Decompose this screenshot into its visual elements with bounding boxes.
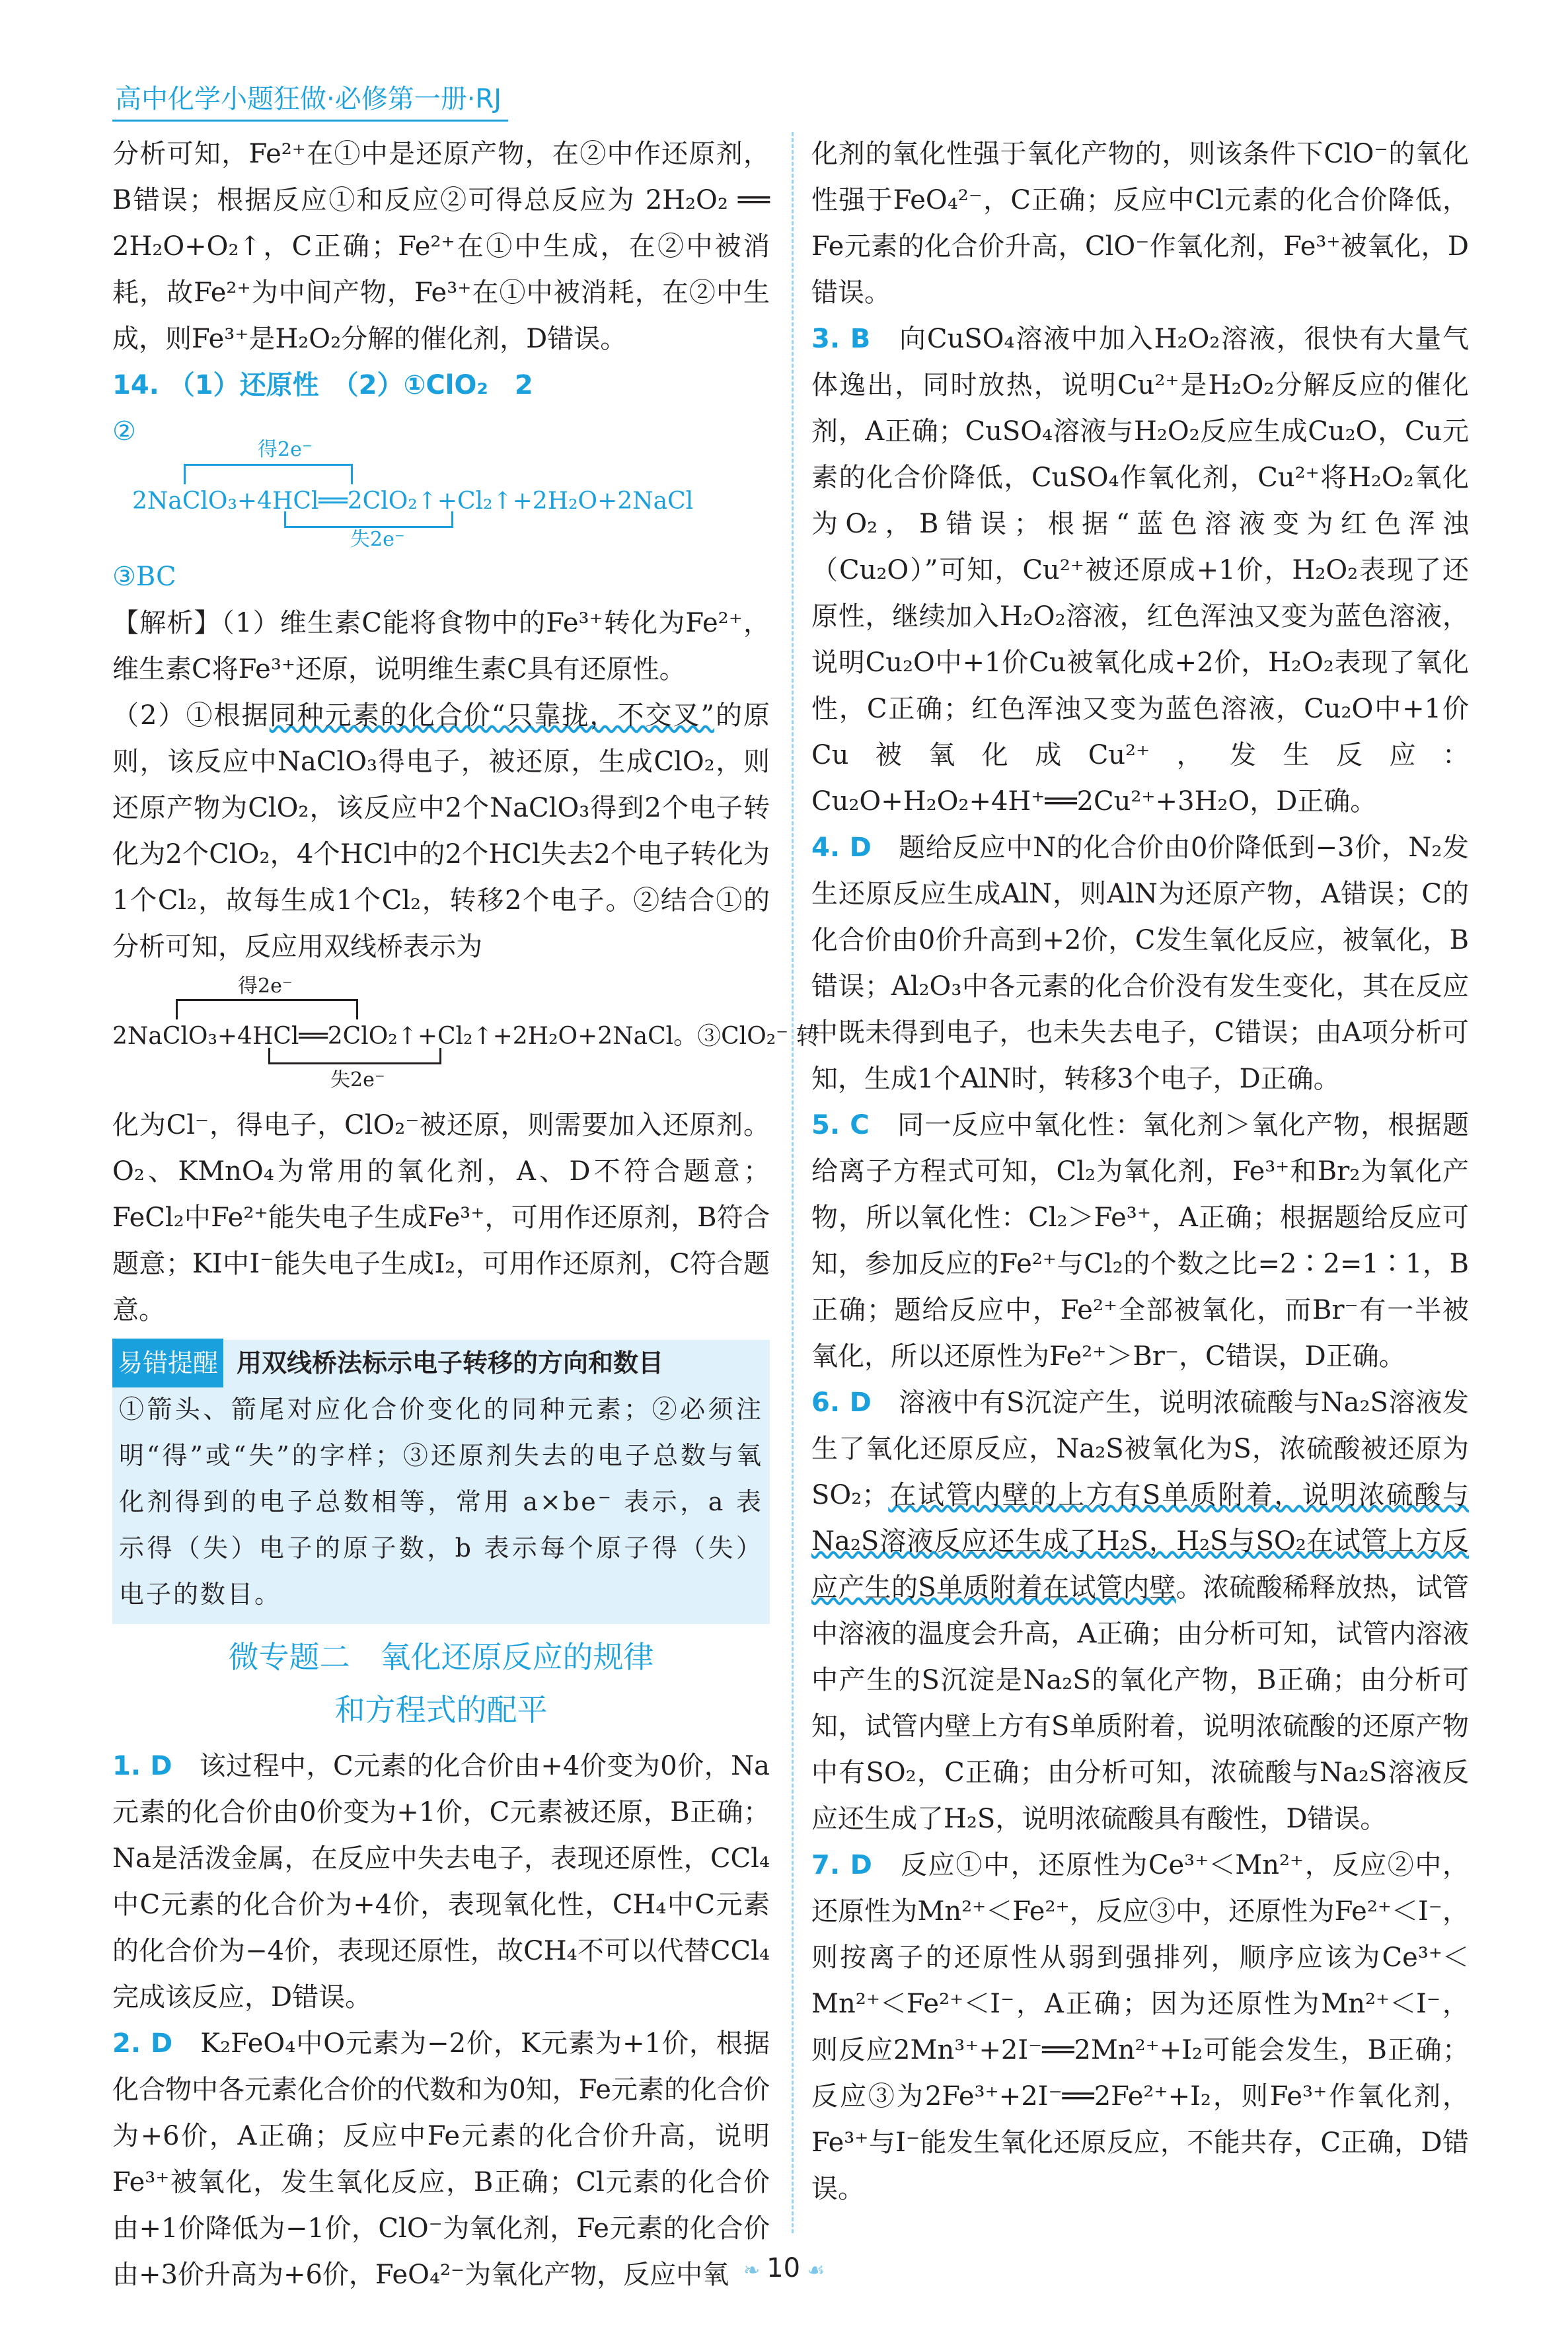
ornament-icon: ❧ bbox=[743, 2259, 761, 2282]
answer-text: 该过程中，C元素的化合价由+4价变为0价，Na元素的化合价由0价变为+1价，C元素被还原，B正确；Na是活泼金属，在反应中失去电子，表现还原性，CCl₄中C元素的化合价为+4价，表现氧化性，CH₄中C元素的化合价为−4价，表现还原性，故CH₄不可以代替CCl₄完成该反应，D错误。 bbox=[112, 1751, 770, 2012]
lose-bracket bbox=[268, 1048, 441, 1064]
emphasis: 在试管内壁的上方有S单质附着，说明浓硫酸与Na₂S溶液反应还生成了H₂S，H₂S与SO₂在试管上方反应产生的S单质附着在试管内壁 bbox=[811, 1480, 1469, 1603]
answer-number: 1. D bbox=[112, 1751, 172, 1781]
answer-5 bbox=[811, 1102, 1469, 1380]
paragraph bbox=[112, 692, 770, 970]
tip-box bbox=[112, 1340, 770, 1624]
paragraph: 分析可知，Fe²⁺在①中是还原产物，在②中作还原剂，B错误；根据反应①和反应②可得总反应为 2H₂O₂ ══ 2H₂O+O₂↑，C正确；Fe²⁺在①中生成，在②中被消耗，故Fe²⁺为中间产物，Fe³⁺在①中被消耗，在②中生成，则Fe³⁺是H₂O₂分解的催化剂，D错误。 bbox=[112, 139, 770, 354]
emphasis: 同种元素的化合价“只靠拢，不交叉” bbox=[269, 700, 714, 731]
lose-label: 失2e⁻ bbox=[330, 1068, 385, 1091]
tip-tag: 易错提醒 bbox=[112, 1339, 223, 1387]
answer-7 bbox=[811, 1842, 1469, 2212]
answer-number: 6. D bbox=[811, 1387, 872, 1418]
tip-title: 用双线桥法标示电子转移的方向和数目 bbox=[237, 1348, 664, 1378]
answer-text: 题给反应中N的化合价由0价降低到−3价，N₂发生还原反应生成AlN，则AlN为还原产物，A错误；C的化合价由0价升高到+2价，C发生氧化反应，被氧化，B错误；Al₂O₃中各元素的化合价没有发生变化，其在反应中既未得到电子，也未失去电子，C错误；由A项分析可知，生成1个AlN时，转移3个电子，D正确。 bbox=[811, 832, 1470, 1094]
right-column bbox=[811, 131, 1469, 2212]
text: （2）①根据 bbox=[112, 700, 270, 731]
section-title-line: 和方程式的配平 bbox=[334, 1692, 548, 1728]
tip-body: ①箭头、箭尾对应化合价变化的同种元素；②必须注明“得”或“失”的字样；③还原剂失去的电子总数与氧化剂得到的电子总数相等，常用 a×be⁻ 表示，a 表示得（失）电子的原子数，b 表示每个原子得（失）电子的数目。 bbox=[119, 1395, 763, 1609]
ornament-icon: ☙ bbox=[807, 2259, 825, 2282]
page-footer bbox=[0, 2253, 1568, 2283]
answer-14-part3: ③BC bbox=[112, 562, 176, 592]
lose-label: 失2e⁻ bbox=[350, 528, 405, 551]
answer-text: 向CuSO₄溶液中加入H₂O₂溶液，很快有大量气体逸出，同时放热，说明Cu²⁺是H₂O₂分解反应的催化剂，A正确；CuSO₄溶液与H₂O₂反应生成Cu₂O，Cu元素的化合价降低，CuSO₄作氧化剂，Cu²⁺将H₂O₂氧化为O₂，B错误；根据“蓝色溶液变为红色浑浊（Cu₂O）”可知，Cu²⁺被还原成+1价，H₂O₂表现了还原性，继续加入H₂O₂溶液，红色浑浊又变为蓝色溶液，说明Cu₂O中+1价Cu被氧化成+2价，H₂O₂表现了氧化性，C正确；红色浑浊又变为蓝色溶液，Cu₂O中+1价Cu被氧化成Cu²⁺，发生反应：Cu₂O+H₂O₂+4H⁺══2Cu²⁺+3H₂O，D正确。 bbox=[811, 324, 1470, 817]
answer-text: 反应①中，还原性为Ce³⁺＜Mn²⁺，反应②中，还原性为Mn²⁺＜Fe²⁺，反应③中，还原性为Fe²⁺＜I⁻，则按离子的还原性从弱到强排列，顺序应该为Ce³⁺＜Mn²⁺＜Fe²⁺＜I⁻，A正确；因为还原性为Mn²⁺＜I⁻，则反应2Mn³⁺+2I⁻══2Mn²⁺+I₂可能会发生，B正确；反应③为2Fe³⁺+2I⁻══2Fe²⁺+I₂，则Fe³⁺作氧化剂，Fe³⁺与I⁻能发生氧化还原反应，不能共存，C正确，D错误。 bbox=[811, 1850, 1470, 2204]
gain-label: 得2e⁻ bbox=[258, 438, 313, 461]
answer-number: 7. D bbox=[811, 1850, 872, 1880]
lose-bracket bbox=[284, 511, 453, 528]
answer-text: 溶液中有S沉淀产生，说明浓硫酸与Na₂S溶液发生了氧化还原反应，Na₂S被氧化为S，浓硫酸被还原为SO₂； bbox=[811, 1387, 1470, 1510]
running-header: 高中化学小题狂做·必修第一册·RJ bbox=[112, 78, 508, 122]
answer-text: 同一反应中氧化性：氧化剂＞氧化产物，根据题给离子方程式可知，Cl₂为氧化剂，Fe³⁺和Br₂为氧化产物，所以氧化性：Cl₂＞Fe³⁺，A正确；根据题给反应可知，参加反应的Fe²⁺与Cl₂的个数之比=2∶2=1∶1，B正确；题给反应中，Fe²⁺全部被氧化，而Br⁻有一半被氧化，所以还原性为Fe²⁺＞Br⁻，C错误，D正确。 bbox=[811, 1110, 1470, 1372]
answer-text: K₂FeO₄中O元素为−2价，K元素为+1价，根据化合物中各元素化合价的代数和为0知，Fe元素的化合价为+6价，A正确；反应中Fe元素的化合价升高，说明Fe³⁺被氧化，发生氧化反应，B正确；Cl元素的化合价由+1价降低为−1价，ClO⁻为氧化剂，Fe元素的化合价由+3价升高为+6价，FeO₄²⁻为氧化产物，反应中氧 bbox=[112, 2028, 770, 2290]
text: 的原则，该反应中NaClO₃得电子，被还原，生成ClO₂，则还原产物为ClO₂，该反应中2个NaClO₃得到2个电子转化为2个ClO₂，4个HCl中的2个HCl失去2个电子转化为1个Cl₂，故每生成1个Cl₂，转移2个电子。②结合①的分析可知，反应用双线桥表示为 bbox=[112, 700, 770, 962]
answer-number: 4. D bbox=[811, 832, 872, 863]
answer-number: 2. D bbox=[112, 2028, 173, 2059]
answer-3 bbox=[811, 316, 1469, 825]
answer-6 bbox=[811, 1380, 1469, 1842]
double-bridge-diagram bbox=[132, 438, 770, 554]
answer-14-part2: ② bbox=[112, 416, 136, 447]
section-title-line: 微专题二 氧化还原反应的规律 bbox=[228, 1639, 654, 1675]
column-divider bbox=[792, 132, 794, 2233]
paragraph: 化为Cl⁻，得电子，ClO₂⁻被还原，则需要加入还原剂。O₂、KMnO₄为常用的氧化剂，A、D不符合题意；FeCl₂中Fe²⁺能失电子生成Fe³⁺，可用作还原剂，B符合题意；KI中I⁻能失电子生成I₂，可用作还原剂，C符合题意。 bbox=[112, 1110, 770, 1325]
page-number: 10 bbox=[766, 2253, 801, 2283]
paragraph: 化剂的氧化性强于氧化产物的，则该条件下ClO⁻的氧化性强于FeO₄²⁻，C正确；反应中Cl元素的化合价降低，Fe元素的化合价升高，ClO⁻作氧化剂，Fe³⁺被氧化，D错误。 bbox=[811, 139, 1469, 308]
gain-label: 得2e⁻ bbox=[238, 975, 293, 998]
section-title bbox=[112, 1631, 770, 1736]
answer-number: 5. C bbox=[811, 1110, 870, 1140]
answer-1 bbox=[112, 1743, 770, 2020]
answer-number: 3. B bbox=[811, 324, 871, 354]
answer-4 bbox=[811, 825, 1469, 1102]
equation: 2NaClO₃+4HCl══2ClO₂↑+Cl₂↑+2H₂O+2NaCl。③ClO₂⁻ 转 bbox=[112, 1023, 820, 1050]
paragraph: 【解析】（1）维生素C能将食物中的Fe³⁺转化为Fe²⁺，维生素C将Fe³⁺还原，说明维生素C具有还原性。 bbox=[112, 608, 770, 684]
equation: 2NaClO₃+4HCl══2ClO₂↑+Cl₂↑+2H₂O+2NaCl bbox=[132, 488, 694, 515]
answer-14: 14. （1）还原性 （2）①ClO₂ 2 bbox=[112, 370, 533, 400]
double-bridge-diagram bbox=[112, 970, 820, 1102]
answer-text: 。浓硫酸稀释放热，试管中溶液的温度会升高，A正确；由分析可知，试管内溶液中产生的S沉淀是Na₂S的氧化产物，B正确；由分析可知，试管内壁上方有S单质附着，说明浓硫酸的还原产物中有SO₂，C正确；由分析可知，浓硫酸与Na₂S溶液反应还生成了H₂S，说明浓硫酸具有酸性，D错误。 bbox=[811, 1572, 1470, 1834]
